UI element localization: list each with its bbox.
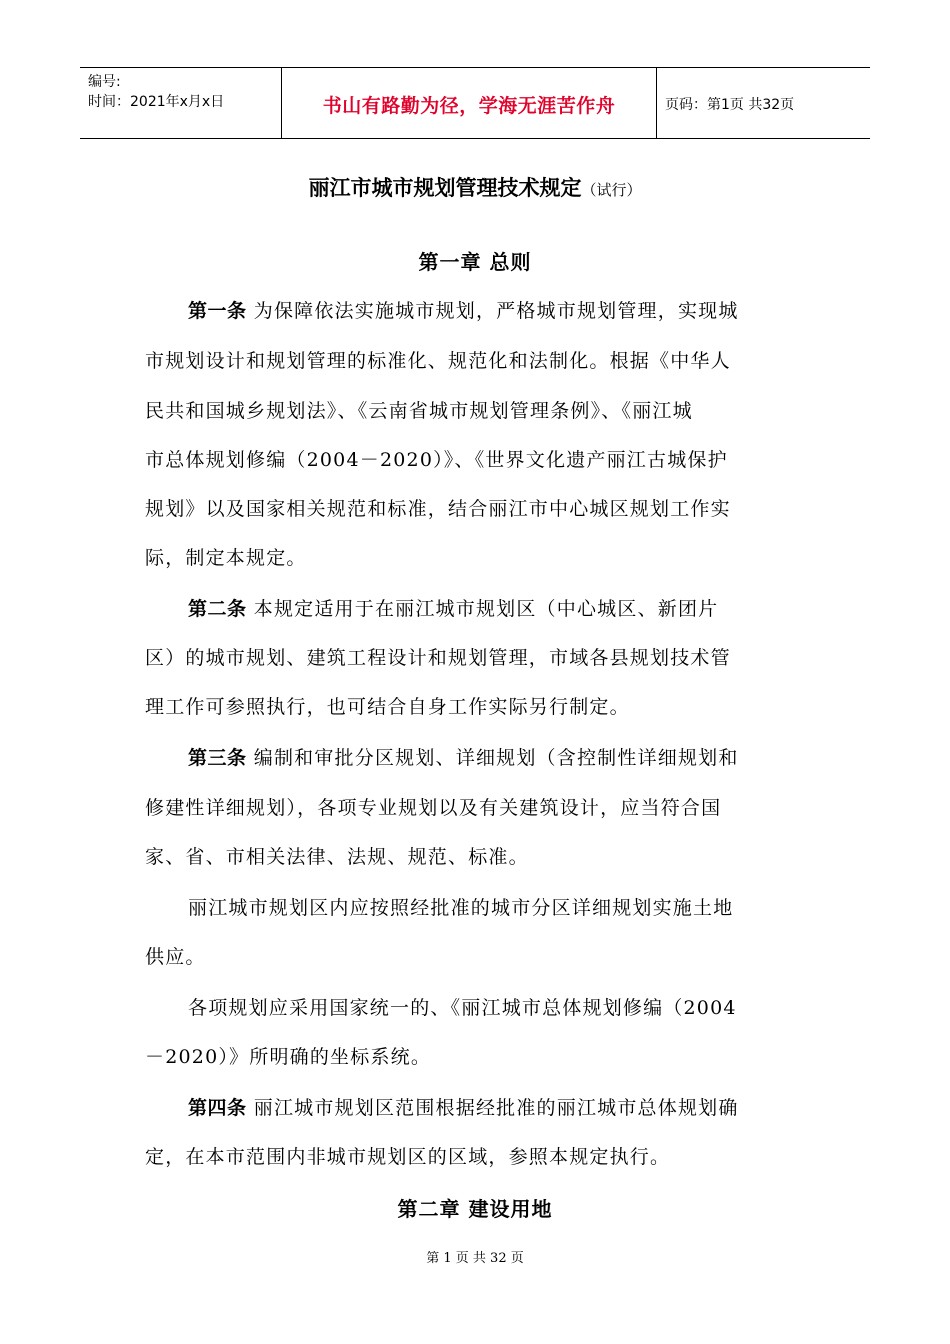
- article-label: 第二条: [188, 598, 247, 620]
- title-main: 丽江市城市规划管理技术规定: [308, 176, 582, 200]
- chapter-heading: 第二章 建设用地: [397, 1197, 553, 1221]
- header-page-code: 页码：第1页 共32页: [665, 97, 795, 113]
- title-sub: （试行）: [581, 181, 642, 199]
- article-line: [188, 594, 718, 621]
- article-line: [188, 743, 739, 770]
- paragraph-line: 丽江城市规划区内应按照经批准的城市分区详细规划实施土地: [188, 897, 734, 919]
- document-number-label: 编号:: [88, 74, 121, 90]
- document-time-label: 时间：2021年x月x日: [88, 94, 225, 110]
- paragraph-line: 各项规划应采用国家统一的、《丽江城市总体规划修编（2004: [188, 997, 737, 1019]
- article-label: 第一条: [188, 300, 247, 322]
- article-line: [188, 1093, 739, 1120]
- article-line: 定，在本市范围内非城市规划区的区域，参照本规定执行。: [145, 1146, 671, 1168]
- header-meta-cell: [80, 68, 280, 138]
- article-text: 丽江城市规划区范围根据经批准的丽江城市总体规划确: [246, 1097, 739, 1119]
- article-line: 规划》以及国家相关规范和标准，结合丽江市中心城区规划工作实: [145, 498, 731, 520]
- document-header: [80, 67, 870, 139]
- article-line: 区）的城市规划、建筑工程设计和规划管理，市域各县规划技术管: [145, 647, 731, 669]
- article-line: 市总体规划修编（2004－2020）》、《世界文化遗产丽江古城保护: [145, 449, 728, 471]
- article-line: 家、省、市相关法律、法规、规范、标准。: [145, 846, 529, 868]
- header-motto: 书山有路勤为径，学海无涯苦作舟: [322, 95, 616, 117]
- article-line: [188, 296, 739, 323]
- document-title: [0, 172, 950, 202]
- article-label: 第四条: [188, 1097, 247, 1119]
- chapter-heading: 第一章 总则: [418, 250, 532, 274]
- article-label: 第三条: [188, 747, 247, 769]
- paragraph-line: －2020）》所明确的坐标系统。: [145, 1046, 432, 1068]
- article-line: 民共和国城乡规划法》、《云南省城市规划管理条例》、《丽江城: [145, 400, 693, 422]
- article-text: 本规定适用于在丽江城市规划区（中心城区、新团片: [246, 598, 719, 620]
- article-line: 修建性详细规划），各项专业规划以及有关建筑设计，应当符合国: [145, 797, 722, 819]
- article-text: 为保障依法实施城市规划，严格城市规划管理，实现城: [246, 300, 739, 322]
- paragraph-line: 供应。: [145, 946, 206, 968]
- article-line: 理工作可参照执行，也可结合自身工作实际另行制定。: [145, 696, 630, 718]
- article-text: 编制和审批分区规划、详细规划（含控制性详细规划和: [246, 747, 739, 769]
- article-line: 市规划设计和规划管理的标准化、规范化和法制化。根据《中华人: [145, 350, 731, 372]
- article-line: 际，制定本规定。: [145, 547, 307, 569]
- page-footer: 第 1 页 共 32 页: [426, 1251, 524, 1266]
- header-motto-cell: [281, 68, 657, 138]
